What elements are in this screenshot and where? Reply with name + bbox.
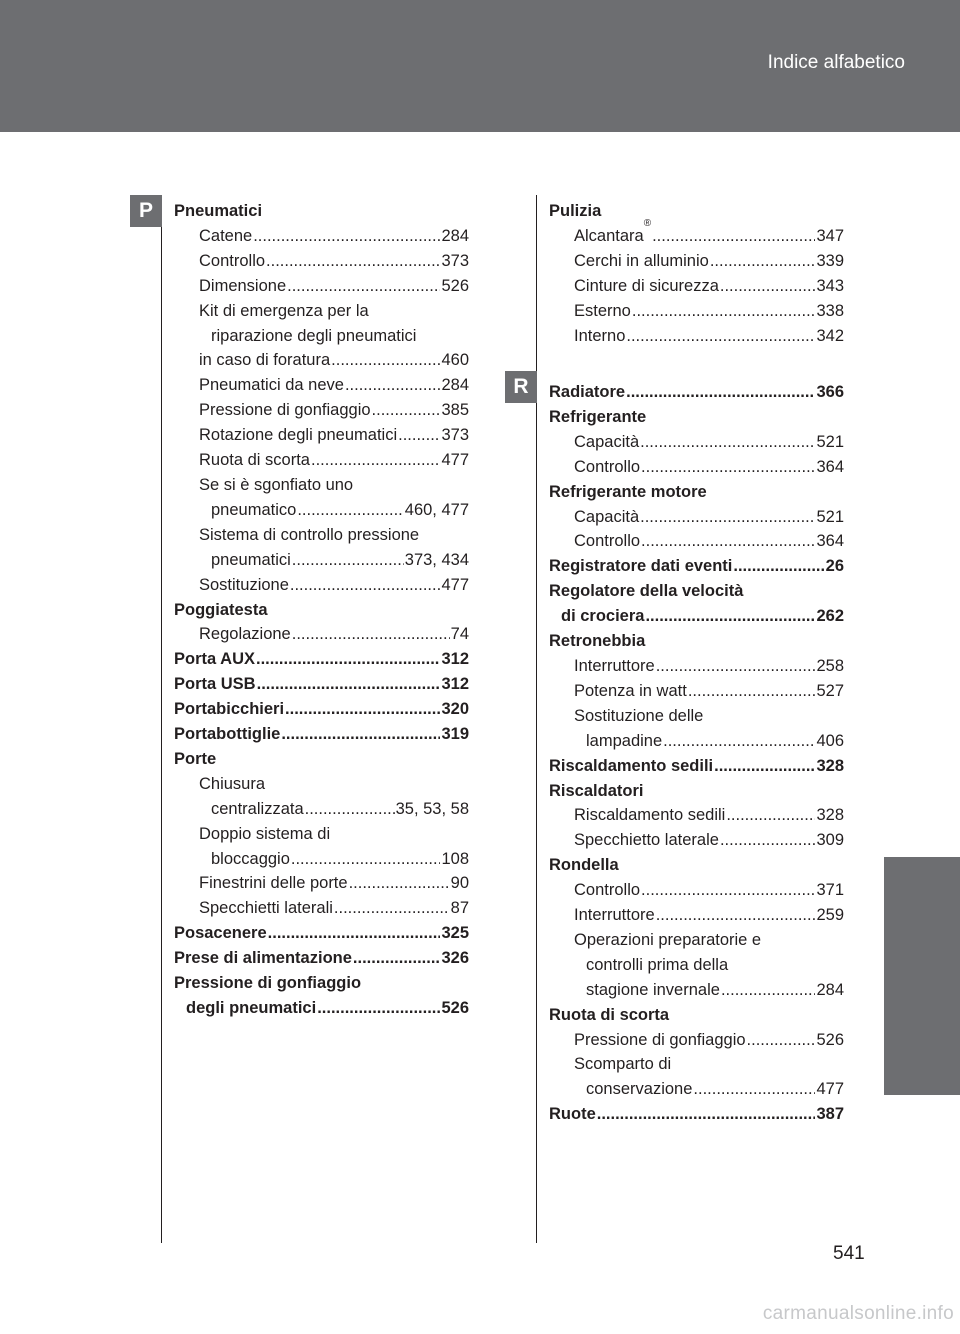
index-entry xyxy=(174,672,469,697)
index-entry-page: 35, 53, 58 xyxy=(395,799,469,818)
index-entry-page: 527 xyxy=(816,681,844,700)
section-letter-r: R xyxy=(505,371,537,403)
index-entry-page: 284 xyxy=(441,226,469,245)
index-entry xyxy=(549,679,844,704)
dot-leader xyxy=(397,423,440,448)
index-entry-term: Retronebbia xyxy=(549,632,646,651)
index-entry xyxy=(174,747,469,772)
dot-leader xyxy=(291,622,450,647)
index-entry-term: Porta USB xyxy=(174,675,256,694)
dot-leader xyxy=(639,430,815,455)
index-entry-page: 90 xyxy=(450,874,469,893)
index-entry xyxy=(549,1052,844,1077)
index-entry-page: 258 xyxy=(816,656,844,675)
dot-leader xyxy=(256,672,441,697)
index-entry xyxy=(549,554,844,579)
index-entry xyxy=(174,946,469,971)
index-entry-term: Sostituzione delle xyxy=(574,706,704,725)
index-entry-term: Rondella xyxy=(549,856,619,875)
dot-leader xyxy=(687,679,816,704)
index-entry xyxy=(549,604,844,629)
index-entry xyxy=(174,523,469,548)
index-entry xyxy=(549,505,844,530)
index-entry xyxy=(549,455,844,480)
column-divider-left xyxy=(161,195,162,1243)
index-entry-term: degli pneumatici xyxy=(186,999,317,1017)
index-entry-page: 325 xyxy=(441,924,469,943)
index-entry-term: Kit di emergenza per la xyxy=(199,301,369,320)
index-entry-term: Portabottiglie xyxy=(174,725,281,744)
index-entry xyxy=(549,1003,844,1028)
index-entry-page: 526 xyxy=(441,276,469,295)
index-entry xyxy=(549,249,844,274)
index-entry-page: 312 xyxy=(441,650,469,669)
side-thumb-tab xyxy=(884,857,960,1095)
dot-leader xyxy=(316,996,440,1021)
index-entry-page: 477 xyxy=(816,1080,844,1099)
index-entry-page: 312 xyxy=(441,675,469,694)
index-entry-page: 338 xyxy=(816,301,844,320)
index-entry-page: 87 xyxy=(450,899,469,918)
index-entry-page: 366 xyxy=(816,383,844,401)
dot-leader xyxy=(296,498,403,523)
index-entry xyxy=(174,822,469,847)
index-entry-term: Regolazione xyxy=(199,625,291,644)
index-entry xyxy=(174,722,469,747)
index-entry-page: 343 xyxy=(816,276,844,295)
dot-leader xyxy=(330,348,440,373)
index-entry xyxy=(174,871,469,896)
index-entry xyxy=(174,348,469,373)
index-entry-term: Operazioni preparatorie e xyxy=(574,930,762,949)
index-entry xyxy=(549,217,844,249)
index-entry xyxy=(174,473,469,498)
dot-leader xyxy=(310,448,440,473)
index-entry-term: Pneumatici xyxy=(174,202,263,220)
index-entry-term: Riscaldamento sedili xyxy=(549,756,714,775)
index-entry-page: 387 xyxy=(816,1105,844,1124)
dot-leader xyxy=(644,604,815,629)
index-entry-term: di crociera xyxy=(561,607,645,626)
index-entry xyxy=(174,996,469,1021)
index-entry xyxy=(174,274,469,299)
index-entry xyxy=(549,199,844,224)
index-entry xyxy=(174,697,469,722)
index-column-right-pulizia xyxy=(549,199,844,348)
index-entry xyxy=(549,274,844,299)
dot-leader xyxy=(625,380,815,405)
index-entry xyxy=(174,423,469,448)
index-entry-page: 108 xyxy=(441,849,469,868)
index-entry-term: Dimensione xyxy=(199,276,287,295)
dot-leader xyxy=(280,722,440,747)
index-entry-page: 460 xyxy=(441,351,469,370)
dot-leader xyxy=(651,224,815,249)
index-entry xyxy=(549,405,844,430)
dot-leader xyxy=(720,978,816,1003)
index-entry xyxy=(549,324,844,349)
dot-leader xyxy=(640,455,815,480)
index-entry-term: Porte xyxy=(174,749,217,768)
dot-leader xyxy=(333,896,450,921)
index-entry xyxy=(549,754,844,779)
index-entry-page: 328 xyxy=(816,756,844,775)
index-entry-page: 326 xyxy=(441,949,469,968)
dot-leader xyxy=(639,505,815,530)
index-entry xyxy=(549,654,844,679)
dot-leader xyxy=(265,249,440,274)
index-entry-term: pneumatici xyxy=(211,550,291,569)
section-letter-p: P xyxy=(130,195,162,227)
index-entry-page: 371 xyxy=(816,881,844,900)
index-entry-term: stagione invernale xyxy=(586,980,720,999)
index-entry-term: Riscaldamento sedili xyxy=(574,806,726,825)
index-entry-term: Pneumatici da neve xyxy=(199,376,344,395)
dot-leader xyxy=(719,828,816,853)
index-entry xyxy=(174,797,469,822)
dot-leader xyxy=(640,878,815,903)
dot-leader xyxy=(252,224,440,249)
index-entry-term: Poggiatesta xyxy=(174,600,268,619)
page-header xyxy=(0,0,960,132)
index-entry-term: centralizzata xyxy=(211,799,304,818)
index-entry xyxy=(549,729,844,754)
index-entry xyxy=(174,847,469,872)
dot-leader xyxy=(655,903,816,928)
index-entry xyxy=(549,1102,844,1127)
index-entry-term: Cinture di sicurezza xyxy=(574,276,719,295)
index-entry xyxy=(174,598,469,623)
index-entry-term: Pressione di gonfiaggio xyxy=(199,401,371,420)
index-entry-page: 74 xyxy=(450,625,469,644)
index-entry-page: 526 xyxy=(441,999,469,1017)
index-entry xyxy=(174,299,469,324)
dot-leader xyxy=(746,1028,816,1053)
index-entry-term: riparazione degli pneumatici xyxy=(211,326,417,345)
dot-leader xyxy=(352,946,441,971)
index-entry-term: Riscaldatori xyxy=(549,781,644,800)
index-entry-page: 406 xyxy=(816,731,844,750)
index-entry-page: 526 xyxy=(816,1030,844,1049)
index-entry-term: Capacità xyxy=(574,432,640,451)
header-title: Indice alfabetico xyxy=(767,52,905,73)
index-entry xyxy=(174,398,469,423)
dot-leader xyxy=(596,1102,816,1127)
index-entry-term: Pressione di gonfiaggio xyxy=(574,1030,746,1049)
index-entry-term: Esterno xyxy=(574,301,631,320)
dot-leader xyxy=(640,529,815,554)
index-entry-term: Posacenere xyxy=(174,924,267,943)
index-entry-term: Porta AUX xyxy=(174,650,255,669)
index-entry xyxy=(174,896,469,921)
index-entry-page: 373 xyxy=(441,251,469,270)
index-entry-term: Refrigerante motore xyxy=(549,482,707,501)
index-entry xyxy=(549,779,844,804)
index-entry xyxy=(174,573,469,598)
page-number: 541 xyxy=(833,1243,865,1264)
index-entry-page: 259 xyxy=(816,906,844,925)
index-entry-page: 347 xyxy=(816,226,844,245)
index-entry xyxy=(174,373,469,398)
index-entry-page: 320 xyxy=(441,700,469,719)
index-entry-term: Interruttore xyxy=(574,656,655,675)
dot-leader xyxy=(290,847,441,872)
dot-leader xyxy=(662,729,815,754)
dot-leader xyxy=(344,373,441,398)
index-entry-term: Controllo xyxy=(199,251,266,270)
index-entry-term: Doppio sistema di xyxy=(199,824,331,843)
index-entry xyxy=(549,1028,844,1053)
index-entry-term: Regolatore della velocità xyxy=(549,582,744,601)
index-entry-term: Controllo xyxy=(574,457,641,476)
dot-leader xyxy=(304,797,395,822)
watermark: carmanualsonline.info xyxy=(762,1303,954,1324)
index-entry-term: Registratore dati eventi xyxy=(549,557,733,576)
index-entry-term: Prese di alimentazione xyxy=(174,949,352,968)
index-entry-term: Potenza in watt xyxy=(574,681,687,700)
index-entry xyxy=(174,498,469,523)
index-entry xyxy=(549,299,844,324)
index-entry-term: Rotazione degli pneumatici xyxy=(199,426,398,445)
index-entry xyxy=(174,622,469,647)
dot-leader xyxy=(284,697,440,722)
index-entry-term: Catene xyxy=(199,226,253,245)
index-entry-term: Se si è sgonfiato uno xyxy=(199,475,354,494)
index-column-left xyxy=(174,199,469,1021)
index-entry-term: Radiatore xyxy=(549,383,626,401)
dot-leader xyxy=(255,647,440,672)
dot-leader xyxy=(348,871,450,896)
index-entry-page: 521 xyxy=(816,507,844,526)
dot-leader xyxy=(286,274,440,299)
index-entry-page: 385 xyxy=(441,401,469,420)
dot-leader xyxy=(725,803,815,828)
index-entry-page: 477 xyxy=(441,451,469,470)
index-entry-page: 364 xyxy=(816,457,844,476)
dot-leader xyxy=(289,573,441,598)
index-entry-term: Controllo xyxy=(574,532,641,551)
index-entry xyxy=(174,971,469,996)
dot-leader xyxy=(732,554,824,579)
index-entry xyxy=(549,529,844,554)
column-divider-right xyxy=(536,195,537,1243)
index-entry xyxy=(174,199,469,224)
dot-leader xyxy=(655,654,816,679)
index-entry xyxy=(549,480,844,505)
index-entry-term: Specchietti laterali xyxy=(199,899,333,918)
index-entry-term: pneumatico xyxy=(211,500,297,519)
dot-leader xyxy=(625,324,815,349)
index-entry-term: Chiusura xyxy=(199,774,266,793)
index-entry xyxy=(549,853,844,878)
index-entry-term: Interno xyxy=(574,326,626,345)
index-entry xyxy=(549,704,844,729)
index-entry-term: Scomparto di xyxy=(574,1055,672,1074)
index-entry-term: Sistema di controllo pressione xyxy=(199,525,420,544)
index-entry-term: Interruttore xyxy=(574,906,655,925)
index-entry xyxy=(549,903,844,928)
index-entry-term: in caso di foratura xyxy=(199,351,331,370)
index-entry xyxy=(549,953,844,978)
index-entry-page: 477 xyxy=(441,575,469,594)
index-entry-page: 319 xyxy=(441,725,469,744)
index-entry xyxy=(549,803,844,828)
index-entry xyxy=(174,647,469,672)
index-entry xyxy=(549,430,844,455)
dot-leader xyxy=(709,249,816,274)
index-entry-term: Pressione di gonfiaggio xyxy=(174,974,362,993)
index-entry-page: 328 xyxy=(816,806,844,825)
index-entry-term: Ruota di scorta xyxy=(549,1005,670,1024)
index-entry xyxy=(174,772,469,797)
index-entry-term: Pulizia xyxy=(549,202,602,220)
dot-leader xyxy=(267,921,441,946)
index-entry xyxy=(549,828,844,853)
index-entry xyxy=(174,548,469,573)
index-entry-page: 26 xyxy=(825,557,844,576)
index-entry-term: Controllo xyxy=(574,881,641,900)
dot-leader xyxy=(291,548,404,573)
index-entry xyxy=(549,978,844,1003)
registered-mark: ® xyxy=(643,217,652,229)
index-entry-page: 339 xyxy=(816,251,844,270)
dot-leader xyxy=(719,274,816,299)
index-entry-page: 373 xyxy=(441,426,469,445)
index-entry-page: 373, 434 xyxy=(404,550,469,569)
index-entry-term: Cerchi in alluminio xyxy=(574,251,709,270)
index-entry-page: 460, 477 xyxy=(404,500,469,519)
index-entry xyxy=(174,448,469,473)
index-entry-page: 262 xyxy=(816,607,844,626)
index-entry-term: Ruote xyxy=(549,1105,596,1124)
index-entry xyxy=(174,224,469,249)
index-entry-page: 521 xyxy=(816,432,844,451)
index-entry-term: lampadine xyxy=(586,731,663,750)
index-entry xyxy=(549,380,844,405)
index-entry-term: conservazione xyxy=(586,1080,693,1099)
index-entry-term: Sostituzione xyxy=(199,575,289,594)
index-entry-term: Finestrini delle porte xyxy=(199,874,348,893)
index-entry xyxy=(549,928,844,953)
dot-leader xyxy=(371,398,441,423)
index-entry xyxy=(549,1077,844,1102)
index-entry-term: Refrigerante xyxy=(549,407,647,426)
index-entry-term: Specchietto laterale xyxy=(574,831,719,850)
dot-leader xyxy=(713,754,815,779)
index-entry-term: Ruota di scorta xyxy=(199,451,310,470)
index-column-right-r xyxy=(549,380,844,1127)
index-entry-term: Portabicchieri xyxy=(174,700,285,719)
index-entry-page: 342 xyxy=(816,326,844,345)
index-entry-term: Alcantara xyxy=(574,226,644,245)
dot-leader xyxy=(631,299,816,324)
dot-leader xyxy=(692,1077,815,1102)
index-entry xyxy=(549,878,844,903)
index-entry xyxy=(174,249,469,274)
index-entry-term: controlli prima della xyxy=(586,955,729,974)
index-entry-term: Capacità xyxy=(574,507,640,526)
index-entry-page: 364 xyxy=(816,532,844,551)
index-entry-page: 284 xyxy=(816,980,844,999)
index-entry xyxy=(549,629,844,654)
index-entry xyxy=(174,324,469,349)
index-entry xyxy=(174,921,469,946)
index-entry xyxy=(549,579,844,604)
index-entry-term: bloccaggio xyxy=(211,849,290,868)
index-entry-page: 309 xyxy=(816,831,844,850)
index-entry-page: 284 xyxy=(441,376,469,395)
